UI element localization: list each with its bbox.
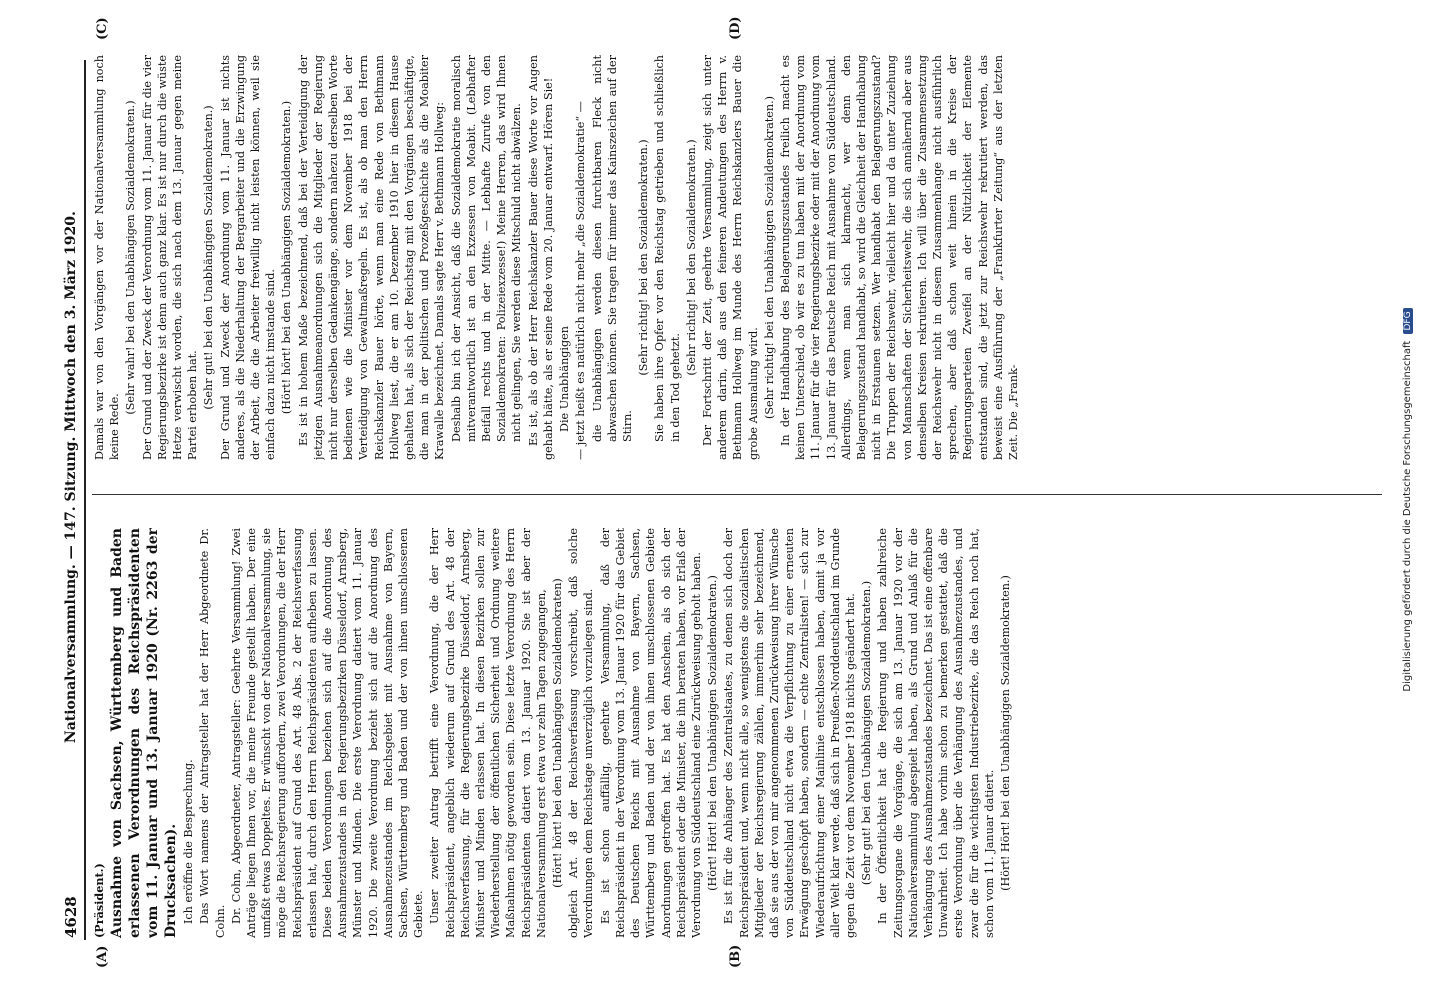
paragraph: Es ist, als ob der Herr Reichskanzler Bauer diese Worte vor Augen gehabt hätte, als er seine Rede vom 20. Januar entwarf. Hören Sie!: [526, 55, 555, 460]
header-rule: [84, 60, 86, 940]
interjection: (Sehr wahr! bei den Unabhängigen Sozialdemokraten.): [124, 100, 138, 415]
quotation: Sie haben ihre Opfer vor den Reichstag getrieben und schließlich in den Tod gehetzt.: [653, 55, 682, 442]
margin-mark-b: (B): [728, 944, 743, 968]
dfg-logo: DFG: [1403, 308, 1413, 333]
page-title: Nationalversammlung. — 147. Sitzung. Mittwoch den 3. März 1920.: [63, 211, 79, 744]
interjection: (Sehr richtig! bei den Unabhängigen Sozialdemokraten.): [762, 95, 776, 420]
paragraph: Ich eröffne die Besprechung.: [182, 759, 196, 924]
interjection: (Sehr gut! bei den Unabhängigen Sozialdemokraten.): [202, 105, 216, 410]
paragraph: Es ist für die Anhänger des Zentralstaates, zu denen sich doch der Reichspräsident und, wenn nicht alle, so wenigstens die sozialistischen Mitglieder der Reichsregierung zählen, immerhin sehr bezeichnend, daß sie aus der von mir angenommenen Zurückweisung ihrer Wünsche von Süddeutschland nicht etwa die Verpflichtung zu einer erneuten Erwägung geschöpft haben, sondern — echte Zentralisten! — sich zur Wiederaufrichtung einer Mainlinie entschlossen haben, damit ja vor aller Welt klar werde, daß sich in Preußen-Norddeutschland im Grunde gegen die Zeit vor dem November 1918 nichts geändert hat.: [722, 528, 857, 938]
interjection: (Sehr richtig! bei den Sozialdemokraten.): [684, 139, 698, 376]
interjection: (Hört! Hört! bei den Unabhängigen Sozialdemokraten.): [706, 575, 720, 891]
paragraph: — jetzt heißt es natürlich nicht mehr „die Sozialdemokratie“ —: [574, 101, 588, 460]
agenda-item-title: Ausnahme von Sachsen, Württemberg und Baden erlassenen Verordnungen des Reichspräsidenten vom 11. Januar und 13. Januar 1920 (Nr. 2263 der Drucksachen).: [109, 528, 180, 938]
quotation: die Unabhängigen werden diesen furchtbaren Fleck nicht abwaschen können. Sie tragen für immer das Kainszeichen auf der Stirn.: [590, 55, 634, 442]
paragraph: Es ist schon auffällig, geehrte Versammlung, daß der Reichspräsident in der Verordnung vom 13. Januar 1920 für das Gebiet des Deutschen Reichs mit Ausnahme von Bayern, Sachsen, Württemberg und Baden und der von ihnen umschlossenen Gebiete Anordnungen getroffen hat. Es hat den Anschein, als ob sich der Reichspräsident oder die Minister, die ihn beraten haben, vor Erlaß der Verordnung von Süddeutschland eine Zurückweisung geholt haben.: [598, 528, 703, 938]
paragraph: In der Handhabung des Belagerungszustandes freilich macht es keinen Unterschied, ob wir es zu tun haben mit der Anordnung vom 11. Januar für die vier Regierungsbezirke oder mit der Anordnung vom 13. Januar für das Deutsche Reich mit Ausnahme von Süddeutschland. Allerdings, wenn man sich klarmacht, wer denn den Belagerungszustand handhabt, so wird die Gleichheit der Handhabung nicht in Erstaunen setzen. Wer handhabt den Belagerungszustand? Die Truppen der Reichswehr, vielleicht hier und da unter Zuziehung von Mannschaften der Sicherheitswehr, die sich annähernd aber aus denselben Kreisen rekrutieren. Ich will über die Zusammensetzung der Reichswehr nicht in diesem Zusammenhange nicht ausführlich sprechen, aber daß schon weit hinein in die Kreise der Regierungsparteien Zweifel an der Nützlichkeit der Elemente entstanden sind, die jetzt zur Reichswehr rekrutiert werden, das beweist eine Ausführung der „Frankfurter Zeitung“ aus der letzten Zeit. Die „Frank-: [778, 55, 1020, 460]
paragraph: Damals war von den Vorgängen vor der Nationalversammlung noch keine Rede.: [93, 55, 122, 460]
margin-mark-d: (D): [728, 16, 743, 40]
paragraph: Dr. Cohn, Abgeordneter, Antragsteller: Geehrte Versammlung! Zwei Anträge liegen Ihnen vor, die meine Freunde gestellt haben. Der eine umfaßt etwas Doppeltes. Er wünscht von der Nationalversammlung, sie möge die Reichsregierung auffordern, zwei Verordnungen, die der Herr Reichspräsident auf Grund des Art. 48 Abs. 2 der Reichsverfassung erlassen hat, durch den Herrn Reichspräsidenten aufheben zu lassen. Diese beiden Verordnungen beziehen sich auf die Anordnung des Ausnahmezustandes in den Regierungsbezirken Düsseldorf, Arnsberg, Münster und Minden. Die erste Verordnung datiert vom 11. Januar 1920. Die zweite Verordnung bezieht sich auf die Anordnung des Ausnahmezustandes im Reichsgebiet mit Ausnahme von Bayern, Sachsen, Württemberg und Baden und der von ihnen umschlossenen Gebiete.: [229, 528, 426, 938]
interjection: (Sehr richtig! bei den Sozialdemokraten.): [637, 139, 651, 376]
interjection: (Hört! Hört! bei den Unabhängigen Sozialdemokraten.): [998, 575, 1012, 891]
right-column: [92, 55, 1382, 460]
quotation: Deshalb bin ich der Ansicht, daß die Sozialdemokratie moralisch mitverantwortlich ist an den Exzessen von Moabit. (Lebhafter Beifall rechts und in der Mitte. — Lebhafte Zurufe von den Sozialdemokraten: Polizeiexzesse!) Meine Herren, das wird Ihnen nicht gelingen, Sie werden diese Mitschuld nicht abwälzen.: [449, 55, 524, 442]
paragraph: Unser zweiter Antrag betrifft eine Verordnung, die der Herr Reichspräsident, angeblich wiederum auf Grund des Art. 48 der Reichsverfassung, für die Regierungsbezirke Düsseldorf, Arnsberg, Münster und Minden erlassen hat. In diesen Bezirken sollen zur Wiederherstellung der öffentlichen Sicherheit und Ordnung weitere Maßnahmen nötig geworden sein. Diese letzte Verordnung des Herrn Reichspräsidenten datiert vom 13. Januar 1920. Sie ist aber der Nationalversammlung erst etwa vor zehn Tagen zugegangen,: [428, 528, 548, 938]
column-divider: [92, 494, 1382, 495]
paragraph: Es ist in hohem Maße bezeichnend, daß bei der Verteidigung der jetzigen Ausnahmeanordnungen sich die Mitglieder der Regierung nicht nur derselben Gedankengänge, sondern nahezu derselben Worte bedienen wie die Minister vor dem November 1918 bei der Verteidigung von Gewaltmaßregeln. Es ist, als ob man den Herrn Reichskanzler Bauer hörte, wenn man eine Rede von Bethmann Hollweg liest, die er am 10. Dezember 1910 hier in diesem Hause gehalten hat, als sich der Reichstag mit den Vorgängen beschäftigte, die man in der politischen und Prozeßgeschichte als die Moabiter Krawalle bezeichnet. Damals sagte Herr v. Bethmann Hollweg:: [296, 55, 447, 460]
interjection: (Hört! hört! bei den Unabhängigen Sozialdemokraten.): [280, 100, 294, 415]
speaker-label: (Präsident.): [92, 863, 106, 938]
credit-text: Digitalisierung gefördert durch die Deutsche Forschungsgemeinschaft: [1402, 340, 1413, 692]
margin-mark-c: (C): [95, 17, 110, 40]
paragraph: Der Fortschritt der Zeit, geehrte Versammlung, zeigt sich unter anderem darin, daß aus den feineren Andeutungen des Herrn v. Bethmann Hollweg im Munde des Herrn Reichskanzlers Bauer die grobe Ausmalung wird.: [700, 55, 760, 460]
left-column: [92, 528, 1382, 938]
margin-mark-a: (A): [95, 945, 110, 968]
page-number: 4628: [62, 896, 80, 938]
quotation: Die Unabhängigen: [558, 326, 572, 432]
paragraph: Das Wort namens der Antragsteller hat der Herr Abgeordnete Dr. Cohn.: [198, 528, 227, 938]
interjection: (Sehr gut! bei den Unabhängigen Sozialdemokraten.): [860, 580, 874, 886]
paragraph: Der Grund und der Zweck der Verordnung vom 11. Januar für die vier Regierungsbezirke ist denn auch ganz klar. Es ist nur durch die wüste Hetze verwischt worden, die sich nach dem 13. Januar gegen meine Partei erhoben hat.: [140, 55, 200, 460]
paragraph: In der Öffentlichkeit hat die Regierung und haben zahlreiche Zeitungsorgane die Vorgänge, die sich am 13. Januar 1920 vor der Nationalversammlung abgespielt haben, als Grund und Anlaß für die Verhängung des Ausnahmezustandes bezeichnet. Das ist eine offenbare Unwahrheit. Ich habe vorhin schon zu bemerken gestattet, daß die erste Verordnung über die Verhängung des Ausnahmezustandes, und zwar die für die wichtigsten Industriebezirke, die das Reich noch hat, schon vom 11. Januar datiert.: [876, 528, 996, 938]
paragraph: Der Grund und Zweck der Anordnung vom 11. Januar ist nichts anderes, als die Niederhaltung der Bergarbeiter und die Erzwingung der Arbeit, die die Arbeiter freiwillig nicht leisten können, weil sie einfach dazu nicht imstande sind.: [218, 55, 278, 460]
interjection: (Hört! hört! bei den Unabhängigen Sozialdemokraten): [551, 578, 565, 888]
page-header: [60, 58, 82, 938]
digitization-credit: [1402, 60, 1413, 940]
paragraph: obgleich Art. 48 der Reichsverfassung vorschreibt, daß solche Verordnungen dem Reichstage unverzüglich vorzulegen sind.: [567, 528, 596, 938]
